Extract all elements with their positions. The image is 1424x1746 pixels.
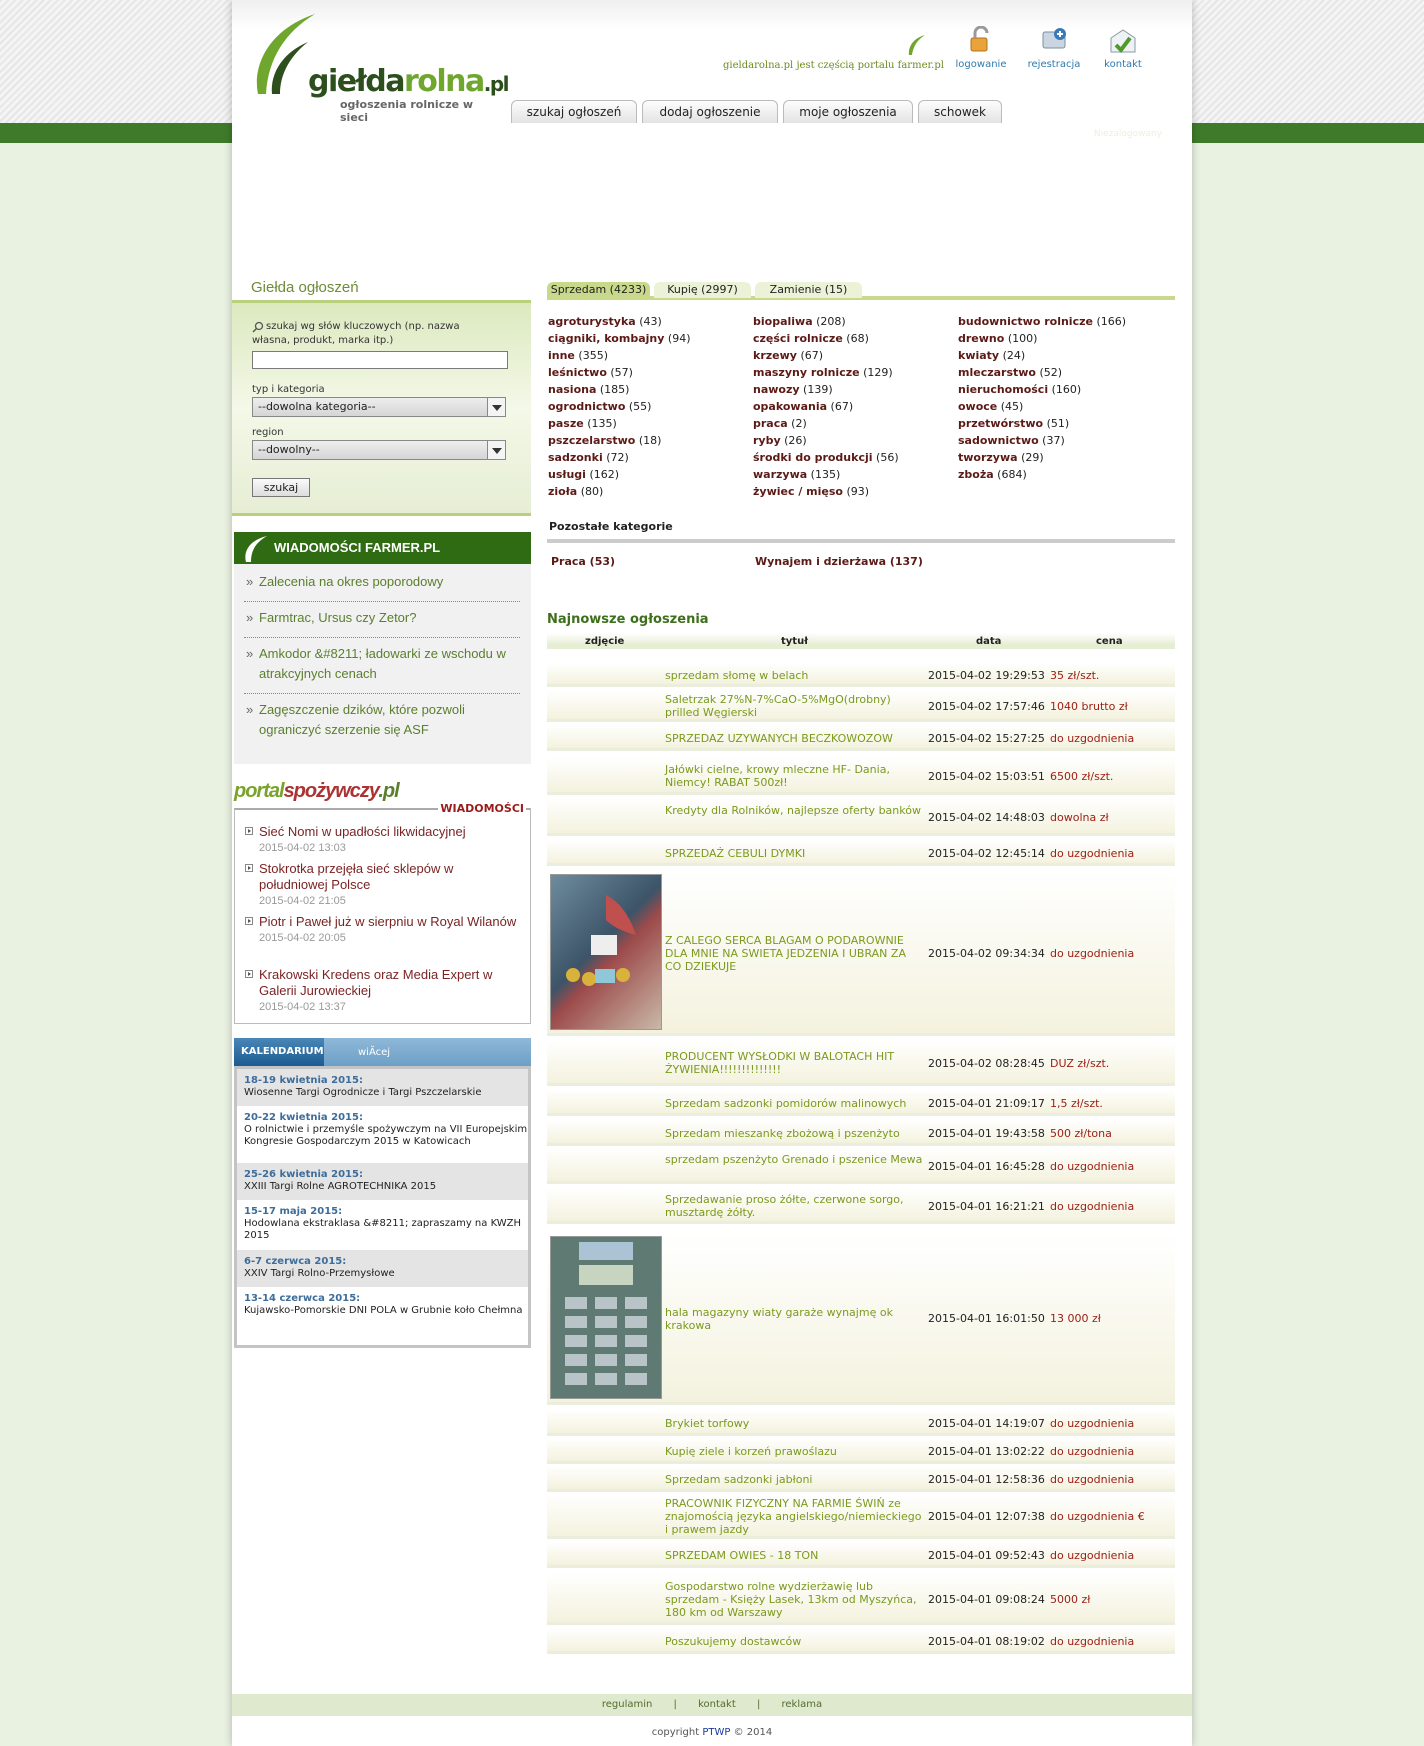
calendar-tab [324,1038,531,1066]
listing-title[interactable]: Brykiet torfowy [665,1417,750,1430]
listing-date: 2015-04-01 19:43:58 [928,1127,1045,1140]
listing-date: 2015-04-01 08:19:02 [928,1635,1045,1648]
search-button[interactable]: szukaj [252,478,310,497]
chevron-down-icon [487,441,505,459]
other-category-link[interactable]: Praca (53) [551,555,616,568]
listing-price: do uzgodnienia € [1050,1510,1145,1523]
region-select-value: --dowolny-- [258,443,320,456]
listing-price: do uzgodnienia [1050,1635,1135,1648]
listing-price: do uzgodnienia [1050,1160,1135,1173]
listing-row[interactable] [547,1628,1175,1654]
portal-news-header: WIADOMOŚCI [440,802,524,815]
listing-date: 2015-04-01 12:07:38 [928,1510,1045,1523]
ptwp-link[interactable]: PTWP [702,1727,731,1738]
tab-search[interactable]: szukaj ogłoszeń [511,100,637,123]
category-link[interactable]: ciągniki, kombajny (94) [548,332,691,345]
listing-row[interactable] [547,1542,1175,1568]
category-link[interactable]: zioła (80) [548,485,604,498]
breadcrumb [232,123,1192,143]
tab-add-listing[interactable]: dodaj ogłoszenie [642,100,778,123]
col-title: tytuł [781,636,808,647]
category-link[interactable]: zboża (684) [958,468,1027,481]
listing-photo-food[interactable] [550,874,662,1030]
listing-price: dowolna zł [1050,811,1109,824]
calendar-header [234,1038,531,1066]
farmer-leaf-icon [906,34,926,56]
portal-news-title[interactable]: Sieć Nomi w upadłości likwidacyjnej [259,824,466,839]
listing-price: do uzgodnienia [1050,1417,1135,1430]
calendar-more-link[interactable]: wiĂcej [358,1047,391,1058]
category-link[interactable]: pasze (135) [548,417,617,430]
category-link[interactable]: drewno (100) [958,332,1038,345]
listing-title[interactable]: sprzedam słomę w belach [665,669,809,682]
category-link[interactable]: mleczarstwo (52) [958,366,1063,379]
leaf-icon [242,535,268,563]
farmer-news-list [234,564,531,764]
listing-date: 2015-04-01 09:08:24 [928,1593,1045,1606]
listing-row[interactable] [547,690,1175,722]
listing-price: do uzgodnienia [1050,847,1135,860]
listing-price: do uzgodnienia [1050,1549,1135,1562]
listing-price: DUZ zł/szt. [1050,1057,1110,1070]
listing-row[interactable] [547,1120,1175,1146]
listing-row[interactable] [547,798,1175,836]
envelope-icon [1108,26,1138,54]
category-link[interactable]: usługi (162) [548,468,620,481]
listing-price: 35 zł/szt. [1050,669,1100,682]
farmer-note[interactable]: gieldarolna.pl jest częścią portalu farmer.pl [723,60,944,71]
category-link[interactable]: ogrodnictwo (55) [548,400,652,413]
category-select-value: --dowolna kategoria-- [258,400,376,413]
listing-row[interactable] [547,1040,1175,1086]
category-link[interactable]: inne (355) [548,349,608,362]
category-link[interactable]: owoce (45) [958,400,1024,413]
other-categories-title: Pozostałe kategorie [549,520,673,533]
listing-row[interactable] [547,725,1175,751]
category-link[interactable]: maszyny rolnicze (129) [753,366,893,379]
category-select[interactable] [252,397,506,417]
search-form [232,300,531,516]
listing-date: 2015-04-02 08:28:45 [928,1057,1045,1070]
listing-title[interactable]: Jałówki cielne, krowy mleczne HF- Dania, Niemcy! RABAT 500zł! [665,763,890,789]
category-link[interactable]: budownictwo rolnicze (166) [958,315,1127,328]
listing-date: 2015-04-02 09:34:34 [928,947,1045,960]
type-label: typ i kategoria [252,384,325,395]
tab-exchange[interactable]: Zamienie (15) [755,282,862,298]
contact-link[interactable]: kontakt [1088,26,1158,70]
listing-title[interactable]: Kredyty dla Rolników, najlepsze oferty banków [665,804,921,817]
portal-news-title[interactable]: Piotr i Paweł już w sierpniu w Royal Wilanów [259,914,517,929]
calendar-event[interactable]: 25-26 kwietnia 2015: XXIII Targi Rolne AGROTECHNIKA 2015 [237,1163,528,1200]
listing-row[interactable] [547,1188,1175,1224]
portal-news-date: 2015-04-02 13:37 [259,1001,346,1013]
listing-date: 2015-04-02 15:27:25 [928,732,1045,745]
listing-price: 1,5 zł/szt. [1050,1097,1103,1110]
listing-title[interactable]: SPRZEDAZ UZYWANYCH BECZKOWOZOW [665,732,893,745]
category-link[interactable]: kwiaty (24) [958,349,1026,362]
category-link[interactable]: ryby (26) [753,434,807,447]
category-link[interactable]: części rolnicze (68) [753,332,869,345]
listing-date: 2015-04-02 14:48:03 [928,811,1045,824]
portal-news-date: 2015-04-02 21:05 [259,895,346,907]
bullet-icon [245,864,253,872]
portal-news-title[interactable]: Krakowski Kredens oraz Media Expert w Galerii Jurowieckiej [259,967,493,998]
listing-title[interactable]: Sprzedam sadzonki jabłoni [665,1473,813,1486]
add-user-icon [1039,26,1069,54]
listing-price: 6500 zł/szt. [1050,770,1114,783]
calendar-event[interactable]: 6-7 czerwca 2015: XXIV Targi Rolno-Przemysłowe [237,1250,528,1287]
listing-row[interactable] [547,757,1175,795]
category-link[interactable]: nawozy (139) [753,383,833,396]
bullet-icon [245,827,253,835]
col-price: cena [1096,636,1123,647]
listing-photo-building[interactable] [550,1236,662,1399]
listing-date: 2015-04-01 12:58:36 [928,1473,1045,1486]
other-category-link[interactable]: Wynajem i dzierżawa (137) [755,555,923,568]
listing-title[interactable]: Saletrzak 27%N-7%CaO-5%MgO(drobny) prilled Węgierski [665,693,891,719]
portal-news-item[interactable] [245,824,525,856]
listing-date: 2015-04-02 19:29:53 [928,669,1045,682]
listing-price: do uzgodnienia [1050,947,1135,960]
listing-row[interactable] [547,1232,1175,1405]
listing-title[interactable]: Gospodarstwo rolne wydzierżawię lub sprzedam - Księży Lasek, 13km od Myszyńca, 180 km od Warszawy [665,1580,917,1619]
listing-row[interactable] [547,1148,1175,1184]
register-link[interactable]: rejestracja [1019,26,1089,70]
category-link[interactable]: opakowania (67) [753,400,854,413]
listing-price: 1040 brutto zł [1050,700,1128,713]
tab-sell[interactable]: Sprzedam (4233) [547,282,650,298]
col-date: data [976,636,1002,647]
portal-news-item[interactable] [245,861,525,909]
footer-separator: | [673,1699,677,1710]
category-link[interactable]: przetwórstwo (51) [958,417,1070,430]
listing-title[interactable]: Sprzedawanie proso żółte, czerwone sorgo, musztardę żółty. [665,1193,904,1219]
listing-price: 500 zł/tona [1050,1127,1112,1140]
region-select[interactable] [252,440,506,460]
listing-date: 2015-04-01 21:09:17 [928,1097,1045,1110]
category-link[interactable]: sadzonki (72) [548,451,629,464]
category-link[interactable]: agroturystyka (43) [548,315,662,328]
offer-type-tabs [547,280,1175,300]
region-label: region [252,427,284,438]
tab-clipboard[interactable]: schowek [918,100,1002,123]
listing-price: do uzgodnienia [1050,1473,1135,1486]
listing-title[interactable]: Kupię ziele i korzeń prawoślazu [665,1445,837,1458]
category-link[interactable]: środki do produkcji (56) [753,451,899,464]
listing-title[interactable]: sprzedam pszenżyto Grenado i pszenice Mewa [665,1153,923,1166]
footer-link-terms[interactable]: regulamin [601,1699,653,1710]
listing-row[interactable] [547,1493,1175,1539]
calendar-event[interactable]: 20-22 kwietnia 2015: O rolnictwie i przemyśle spożywczym na VII Europejskim Kongresie Gospodarczym 2015 w Katowicach [244,1112,528,1147]
listings-table-header [547,633,1175,649]
listing-row[interactable] [547,1090,1175,1116]
tab-my-listings[interactable]: moje ogłoszenia [783,100,913,123]
listing-row[interactable] [547,1410,1175,1436]
login-status: Niezalogowany [1093,129,1162,139]
listing-title[interactable]: SPRZEDAM OWIES - 18 TON [665,1549,819,1562]
listing-title[interactable]: Poszukujemy dostawców [665,1635,802,1648]
calendar-event[interactable]: 18-19 kwietnia 2015: Wiosenne Targi Ogrodnicze i Targi Pszczelarskie [237,1069,528,1106]
search-box-title: Giełda ogłoszeń [251,279,359,296]
category-link[interactable]: warzywa (135) [753,468,841,481]
listing-date: 2015-04-01 09:52:43 [928,1549,1045,1562]
breadcrumb-home[interactable]: giełda rolna [254,127,308,137]
category-link[interactable]: biopaliwa (208) [753,315,846,328]
news-item[interactable]: » Farmtrac, Ursus czy Zetor? [244,608,520,638]
category-link[interactable]: leśnictwo (57) [548,366,633,379]
calendar-event[interactable]: 13-14 czerwca 2015: Kujawsko-Pomorskie DNI POLA w Grubnie koło Chełmna [244,1293,523,1316]
footer-link-ads[interactable]: reklama [781,1699,823,1710]
login-link[interactable]: logowanie [946,26,1016,70]
listing-price: do uzgodnienia [1050,732,1135,745]
keyword-input[interactable] [252,351,508,369]
listing-title[interactable]: PRACOWNIK FIZYCZNY NA FARMIE ŚWIŃ ze znajomością języka angielskiego/niemieckiego i prawem jazdy [665,1497,922,1536]
footer-link-contact[interactable]: kontakt [698,1699,736,1710]
farmer-news-header [234,532,531,564]
calendar-event[interactable]: 15-17 maja 2015: Hodowlana ekstraklasa &#8211; zapraszamy na KWZH 2015 [244,1206,522,1241]
listing-row[interactable] [547,1438,1175,1464]
listing-price: 5000 zł [1050,1593,1091,1606]
listing-date: 2015-04-02 15:03:51 [928,770,1045,783]
home-icon[interactable] [239,127,250,137]
portal-news-box [234,802,531,1024]
bullet-icon [245,917,253,925]
listing-date: 2015-04-01 14:19:07 [928,1417,1045,1430]
news-item[interactable]: » Zagęszczenie dzików, które pozwoli ograniczyć szerzenie się ASF [244,700,520,750]
padlock-icon [966,26,996,54]
listing-title[interactable]: Z CALEGO SERCA BLAGAM O PODAROWNIE DLA MNIE NA SWIETA JEDZENIA I UBRAN ZA CO DZIEKUJE [665,934,906,973]
header [232,0,1192,123]
listing-price: do uzgodnienia [1050,1200,1135,1213]
news-item[interactable]: » Amkodor &#8211; ładowarki ze wschodu w atrakcyjnych cenach [244,644,520,694]
listing-date: 2015-04-01 13:02:22 [928,1445,1045,1458]
listing-date: 2015-04-02 12:45:14 [928,847,1045,860]
listing-title[interactable]: hala magazyny wiaty garaże wynajmę ok krakowa [665,1306,893,1332]
chevron-down-icon [487,398,505,416]
listing-date: 2015-04-02 17:57:46 [928,700,1045,713]
listing-row[interactable] [547,663,1175,687]
news-item[interactable]: » Zalecenia na okres poporodowy [244,572,520,602]
tab-buy[interactable]: Kupię (2997) [654,282,751,298]
footer-links [232,1694,1192,1716]
portal-news-date: 2015-04-02 13:03 [259,842,346,854]
listing-price: do uzgodnienia [1050,1445,1135,1458]
listing-title[interactable]: Sprzedam sadzonki pomidorów malinowych [665,1097,907,1110]
listing-price: 13 000 zł [1050,1312,1101,1325]
category-link[interactable]: pszczelarstwo (18) [548,434,662,447]
portal-news-date: 2015-04-02 20:05 [259,932,346,944]
listing-title[interactable]: SPRZEDAŻ CEBULI DYMKI [665,847,806,860]
divider [547,539,1175,543]
listing-date: 2015-04-01 16:45:28 [928,1160,1045,1173]
calendar-title: KALENDARIUM [241,1046,324,1057]
portal-news-item[interactable] [245,914,525,946]
latest-listings-title: Najnowsze ogłoszenia [547,612,709,627]
keyword-label: szukaj wg słów kluczowych (np. nazwa własna, produkt, marka itp.) [252,321,460,346]
category-link[interactable]: praca (2) [753,417,807,430]
col-photo: zdjęcie [585,636,625,647]
category-link[interactable]: żywiec / mięso (93) [753,485,870,498]
footer-separator: | [756,1699,761,1710]
farmer-news-title: WIADOMOŚCI FARMER.PL [274,540,441,555]
page-container [232,0,1192,1746]
portal-news-item[interactable] [245,967,525,1015]
bullet-icon [245,970,253,978]
category-link[interactable]: sadownictwo (37) [958,434,1065,447]
category-link[interactable]: krzewy (67) [753,349,824,362]
logo-tagline: ogłoszenia rolnicze w sieci [340,98,474,124]
category-link[interactable]: nieruchomości (160) [958,383,1082,396]
site-logo[interactable] [250,14,509,124]
listing-row[interactable] [547,1573,1175,1625]
copyright: copyright PTWP © 2014 [651,1727,773,1738]
listing-row[interactable] [547,870,1175,1036]
listing-row[interactable] [547,1466,1175,1492]
category-link[interactable]: tworzywa (29) [958,451,1044,464]
portal-spozywczy-logo[interactable]: portalspożywczy.pl [234,780,399,802]
portal-news-title[interactable]: Stokrotka przejęła sieć sklepów w południowej Polsce [259,861,454,892]
listing-title[interactable]: PRODUCENT WYSŁODKI W BALOTACH HIT ŻYWIENIA!!!!!!!!!!!!!! [665,1050,895,1076]
logo-wordmark: giełdarolna.pl [308,64,509,99]
listing-date: 2015-04-01 16:01:50 [928,1312,1045,1325]
listing-date: 2015-04-01 16:21:21 [928,1200,1045,1213]
listing-row[interactable] [547,840,1175,866]
listing-title[interactable]: Sprzedam mieszankę zbożową i pszenżyto [665,1127,900,1140]
calendar-list [234,1066,531,1348]
category-link[interactable]: nasiona (185) [548,383,630,396]
